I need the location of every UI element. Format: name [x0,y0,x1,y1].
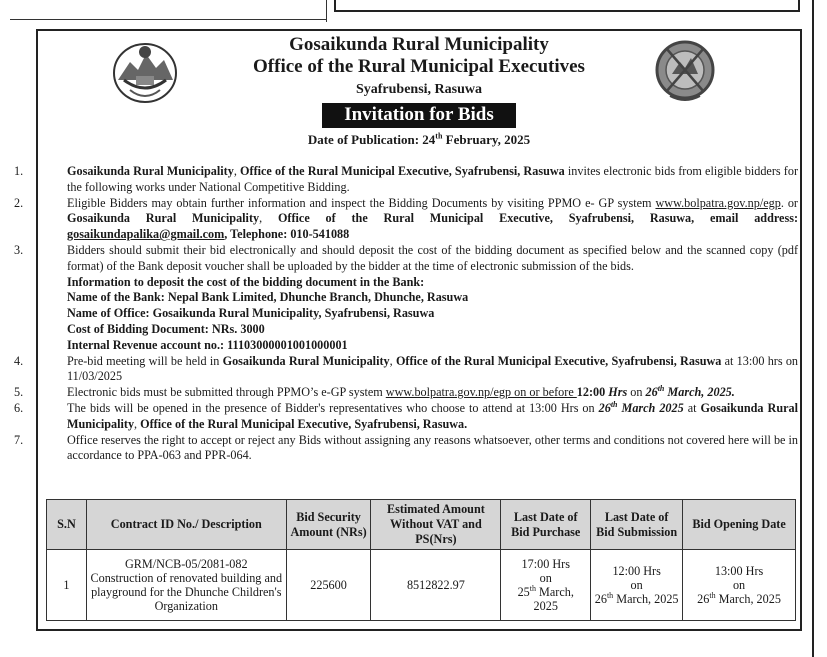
bank-name: Name of the Bank: Nepal Bank Limited, Dhunche Branch, Dhunche, Rasuwa [67,290,469,305]
list-item: 4. Pre-bid meeting will be held in Gosaikunda Rural Municipality, Office of the Rural Municipal Executive, Syafrubensi, Rasuwa at 13:00 hrs on 11/03/2025 [14,353,799,384]
egp-link[interactable]: www.bolpatra.gov.np/egp [655,195,781,210]
header-estimated: Estimated Amount Without VAT and PS(Nrs) [371,500,501,550]
cell-sn: 1 [47,550,87,621]
office-location: Syafrubensi, Rasuwa [355,82,483,97]
office-name-line: Name of Office: Gosaikunda Rural Municipality, Syafrubensi, Rasuwa [67,306,435,321]
header-purchase-date: Last Date of Bid Purchase [501,500,591,550]
revenue-account: Internal Revenue account no.: 11103000001001000001 [67,337,348,352]
cell-bid-security: 225600 [286,550,371,621]
list-item: 7. Office reserves the right to accept or reject any Bids without assigning any reasons whatsoever, other terms and conditions not covered here will be in accordance to PPA-063 and PPR-064. [14,432,798,463]
list-item: 1. Gosaikunda Rural Municipality, Office of the Rural Municipal Executive, Syafrubensi, Rasuwa invites electronic bids from eligible bidders for the following works under National Competitive Bidding. [14,164,799,194]
column-rule [812,0,814,657]
item-number: 3. [14,242,24,257]
header-sn: S.N [47,500,87,550]
previous-notice-box [334,0,800,12]
cell-submission-date: 12:00 Hrs on 26th March, 2025 [591,550,683,621]
bid-table [46,499,796,621]
document-cost: Cost of Bidding Document: NRs. 3000 [67,321,265,336]
egp-link[interactable]: www.bolpatra.gov.np/egp on or before [385,385,577,400]
notice-header [36,34,802,148]
organization-name: Gosaikunda Rural Municipality [289,34,549,55]
notice-title: Invitation for Bids [322,103,516,128]
previous-notice-edge [0,0,827,22]
cell-purchase-date: 17:00 Hrs on 25th March, 2025 [501,550,591,621]
office-name: Office of the Rural Municipal Executives [253,56,585,77]
divider-line [10,19,326,20]
notice-body [14,164,798,464]
item-number: 1. [14,164,24,178]
list-item: 3. Bidders should submit their bid electronically and should deposit the cost of the bidding document as specified below and the scanned copy (pdf format) of the Bank deposit voucher shall be uploaded by the bidder at the time of electronic submission of the bids. Information to deposit the cost of the bidding document in the Bank: Name of the Bank: Nepal Bank Limited, Dhunche Branch, Dhunche, Rasuwa Name of Office: Gosaikunda Rural Municipality, Syafrubensi, Rasuwa Cost of Bidding Document: NRs. 3000 Internal Revenue account no.: 11103000001001000001 [14,242,798,352]
list-item: 5. Electronic bids must be submitted through PPMO’s e-GP system www.bolpatra.gov.np/egp on or before 12:00 Hrs on 26th March, 2025. [14,384,735,400]
item-number: 7. [14,432,24,447]
table-row [47,550,796,621]
bank-info-heading: Information to deposit the cost of the bidding document in the Bank: [67,274,425,289]
column-divider [326,0,327,22]
list-item: 6. The bids will be opened in the presence of Bidder's representatives who choose to attend at 13:00 Hrs on 26th March 2025 at Gosaikunda Rural Municipality, Office of the Rural Municipal Executive, Syafrubensi, Rasuwa. [14,399,798,431]
item-number: 4. [14,353,24,368]
list-item: 2. Eligible Bidders may obtain further information and inspect the Bidding Documents by visiting PPMO e- GP system www.bolpatra.gov.np/egp. or Gosaikunda Rural Municipality, Office of the Rural Municipal Executive, Syafrubensi, Rasuwa, email address: gosaikundapalika@gmail.com, Telephone: 010-541088 [14,195,799,242]
item-number: 5. [14,385,24,400]
cell-contract: GRM/NCB-05/2081-082 Construction of renovated building and playground for the Dhunche Children's Organization [86,550,286,621]
email-link[interactable]: gosaikundapalika@gmail.com [67,227,225,242]
header-bid-security: Bid Security Amount (NRs) [286,500,371,550]
cell-estimated: 8512822.97 [371,550,501,621]
table-header-row [47,500,796,550]
header-opening-date: Bid Opening Date [683,500,796,550]
item-number: 6. [14,400,24,415]
item-number: 2. [14,195,24,210]
header-contract: Contract ID No./ Description [86,500,286,550]
cell-opening-date: 13:00 Hrs on 26th March, 2025 [683,550,796,621]
header-submission-date: Last Date of Bid Submission [591,500,683,550]
publication-date: Date of Publication: 24th February, 2025 [307,131,531,147]
